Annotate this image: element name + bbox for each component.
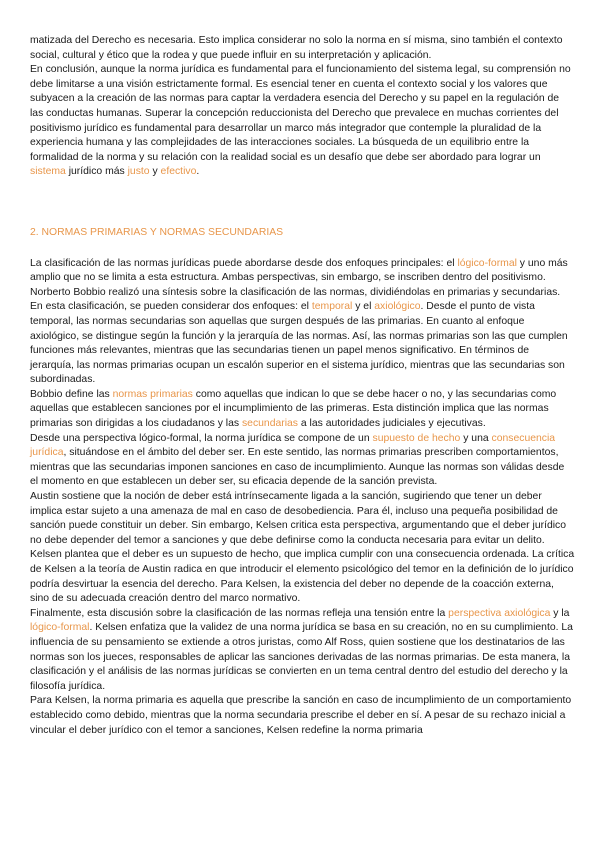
paragraph: Kelsen plantea que el deber es un supuesto de hecho, que implica cumplir con una consecuencia ordenada. La crítica de Kelsen a la teoría de Austin radica en que introducir el elemento psicológico del temor en la definición de lo jurídico podría desvirtuar la esencia del derecho. Para Kelsen, la existencia del deber no depende de la coacción externa, sino de su adecuada creación dentro del marco normativo. [30, 549, 575, 605]
section-heading: 2. NORMAS PRIMARIAS Y NORMAS SECUNDARIAS [30, 226, 284, 238]
document-body [30, 34, 575, 738]
paragraph: Austin sostiene que la noción de deber está intrínsecamente ligada a la sanción, sugiriendo que tener un deber implica estar sujeto a una amenaza de mal en caso de desobediencia. Para él, incluso una pequeña posibilidad de sanción puede constituir un deber. Sin embargo, Kelsen critica esta perspectiva, argumentando que el deber jurídico no debe depender del temor a sanciones y que debe definirse como la conducta necesaria para evitar un delito. [30, 491, 567, 546]
highlighted-term: temporal [311, 301, 353, 313]
highlighted-term: justo [127, 166, 150, 178]
section-gap [30, 180, 575, 226]
paragraph: En conclusión, aunque la norma jurídica es fundamental para el funcionamiento del sistema legal, su comprensión no debe limitarse a una visión estrictamente formal. Es esencial tener en cuenta el contexto social y los valores que subyacen a la creación de las normas para captar la verdadera esencia del Derecho y su papel en la regulación de las conductas humanas. Superar la concepción reduccionista del Derecho que prevalece en muchas corrientes del positivismo jurídico es fundamental para desarrollar un marco más integrador que contemple la pluralidad de la experiencia humana y las complejidades de las interacciones sociales. La búsqueda de un equilibrio entre la formalidad de la norma y su relación con la realidad social es un desafío que debe ser abordado para lograr un sistema jurídico más justo y efectivo. [30, 64, 571, 178]
highlighted-term: supuesto de hecho [372, 432, 461, 444]
highlighted-term: perspectiva axiológica [448, 607, 551, 619]
paragraph: Bobbio define las normas primarias como aquellas que indican lo que se debe hacer o no, y las secundarias como aquellas que establecen sanciones por el incumplimiento de las primeras. Esta distinción implica que las normas primarias son dirigidas a los ciudadanos y las secundarias a las autoridades judiciales y ejecutivas. [30, 388, 557, 430]
highlighted-term: lógico-formal [30, 622, 90, 634]
highlighted-term: consecuencia jurídica [30, 432, 556, 459]
highlighted-term: axiológico [374, 301, 421, 313]
highlighted-term: efectivo [160, 166, 197, 178]
paragraph: Para Kelsen, la norma primaria es aquella que prescribe la sanción en caso de incumplimiento de un comportamiento establecido como debido, mientras que la norma secundaria prescribe el deber en sí. A pesar de su rechazo inicial a vincular el deber jurídico con el temor a sanciones, Kelsen redefine la norma primaria [30, 695, 572, 736]
paragraph: matizada del Derecho es necesaria. Esto implica considerar no solo la norma en sí misma, sino también el contexto social, cultural y ético que la rodea y que puede influir en su interpretación y aplicación. [30, 35, 563, 61]
highlighted-term: normas primarias [112, 388, 193, 400]
highlighted-term: lógico-formal [457, 257, 517, 269]
paragraph: Finalmente, esta discusión sobre la clasificación de las normas refleja una tensión entre la perspectiva axiológica y la lógico-formal. Kelsen enfatiza que la validez de una norma jurídica se basa en su creación, no en su cumplimiento. La influencia de su pensamiento se extiende a otros juristas, como Alf Ross, quien sostiene que los destinatarios de las normas son los jueces, responsables de aplicar las sanciones derivadas de las normas primarias. De esta manera, la clasificación y el análisis de las normas jurídicas se convierten en un tema central dentro del estudio del derecho y la filosofía jurídica. [30, 607, 573, 692]
highlighted-term: sistema [30, 166, 66, 178]
paragraph: Desde una perspectiva lógico-formal, la norma jurídica se compone de un supuesto de hecho y una consecuencia jurídica, situándose en el ámbito del deber ser. En este sentido, las normas primarias prescriben comportamientos, mientras que las secundarias imponen sanciones en caso de incumplimiento. Aunque las normas son válidas desde el momento en que establecen un deber ser, su eficacia depende de la sanción prevista. [30, 432, 565, 488]
highlighted-term: secundarias [241, 418, 298, 430]
paragraph: En esta clasificación, se pueden considerar dos enfoques: el temporal y el axiológico. Desde el punto de vista temporal, las normas secundarias son aquellas que surgen después de las primarias. En cuanto al enfoque axiológico, se distingue según la función y la jerarquía de las normas. Así, las normas primarias son las que cumplen funciones más relevantes, mientras que las secundarias tienen un papel menos significativo. En términos de jerarquía, las normas primarias ocupan un escalón superior en el sistema jurídico, mientras que las secundarias son subordinadas. [30, 301, 568, 386]
paragraph: La clasificación de las normas jurídicas puede abordarse desde dos enfoques principales: el lógico-formal y uno más amplio que no se limita a esta estructura. Ambas perspectivas, sin embargo, se inscriben dentro del positivismo. Norberto Bobbio realizó una síntesis sobre la clasificación de las normas, dividiéndolas en primarias y secundarias. [30, 257, 568, 298]
